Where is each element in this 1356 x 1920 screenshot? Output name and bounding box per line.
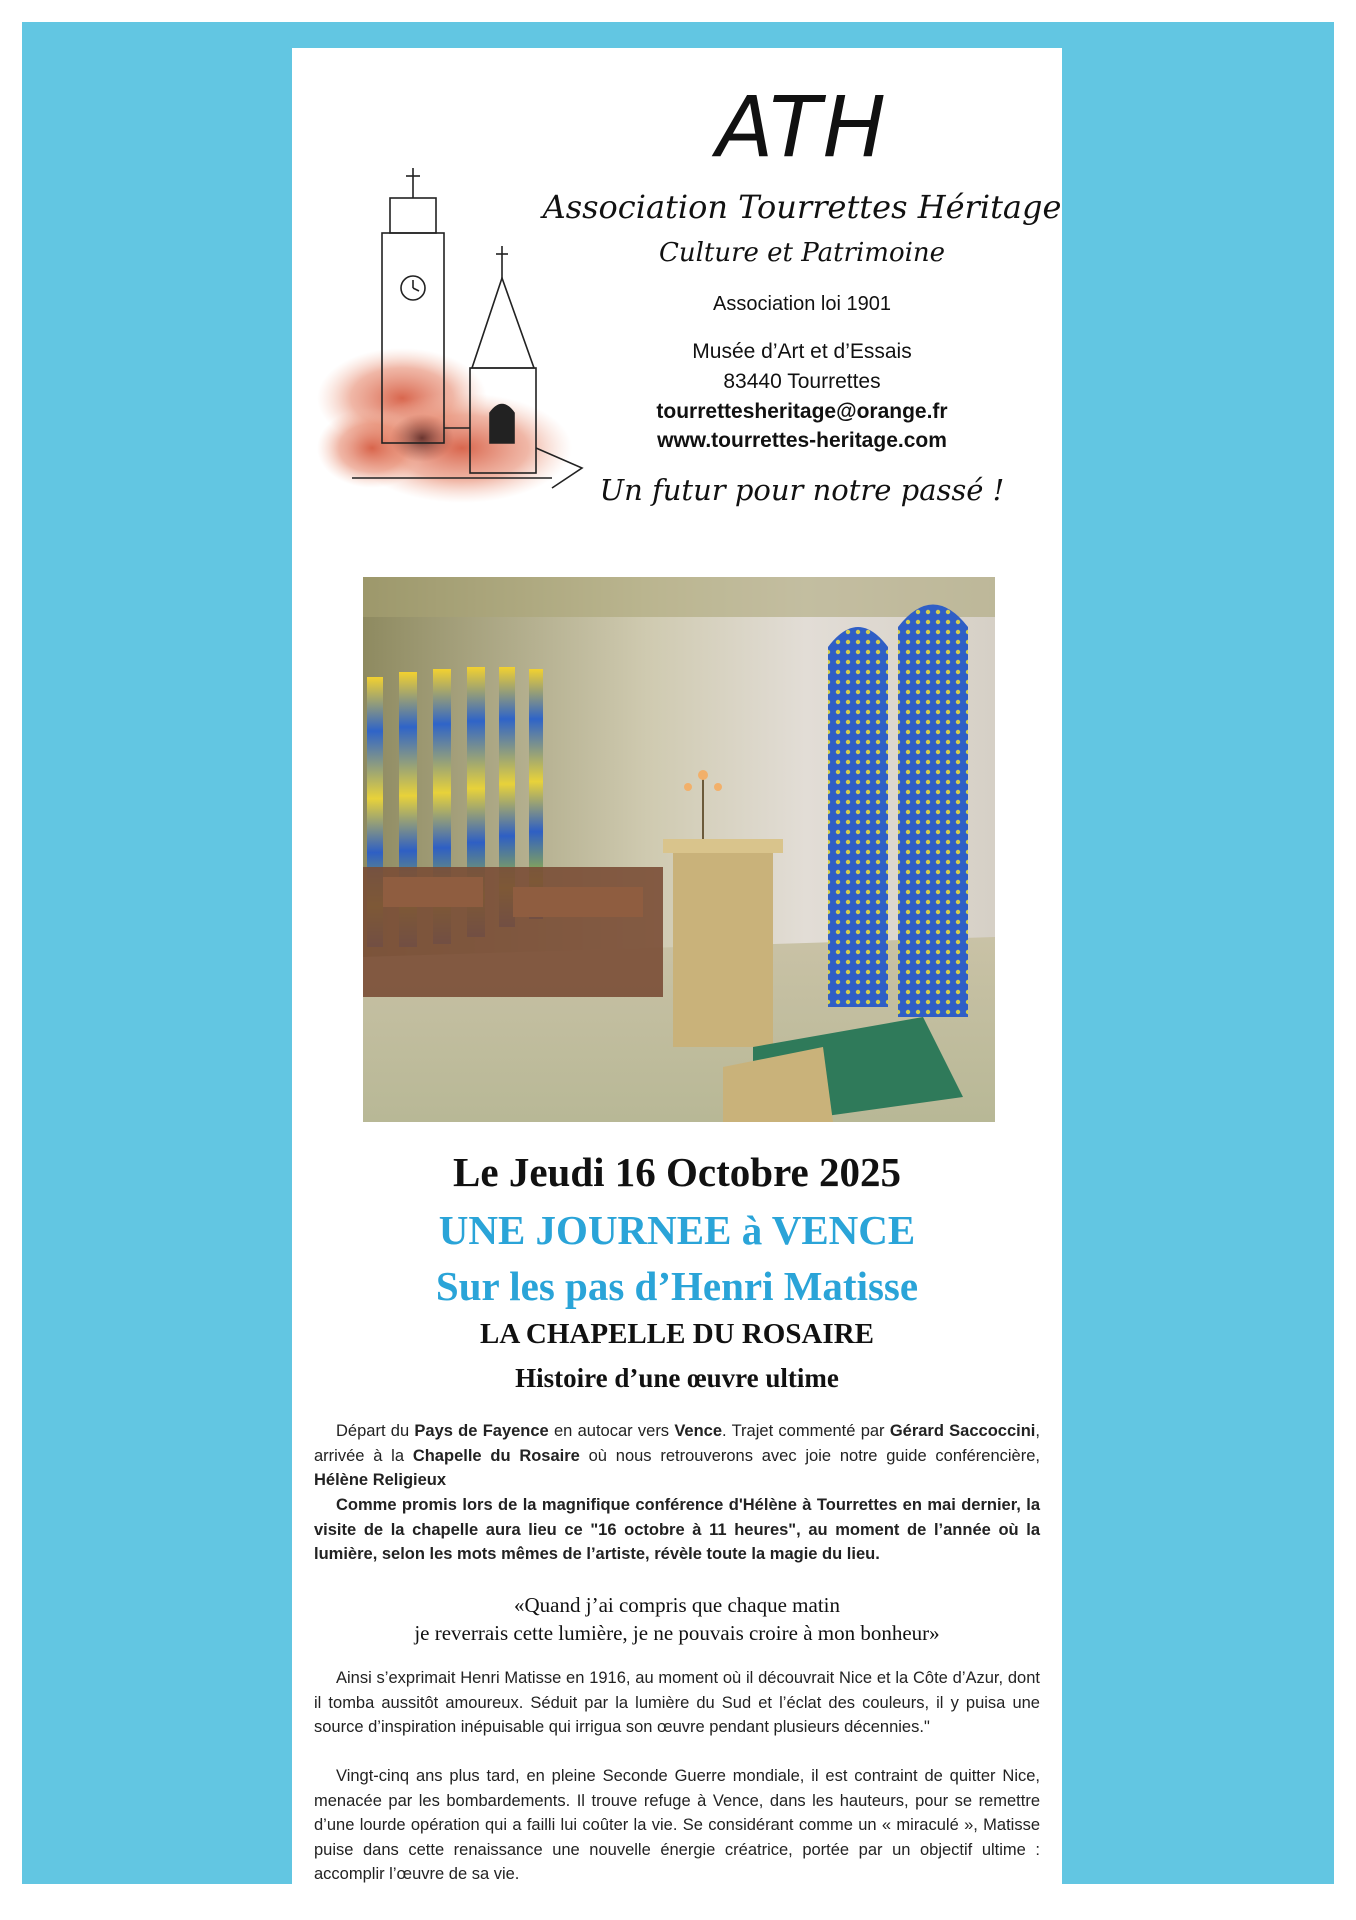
quote-line-1: «Quand j’ai compris que chaque matin: [514, 1593, 840, 1617]
legal-status: Association loi 1901: [713, 293, 891, 315]
acronym: ATH: [716, 78, 888, 176]
paragraph-visit: Comme promis lors de la magnifique conférence d'Hélène à Tourrettes en mai dernier, la visite de la chapelle aura lieu ce "16 octobre à 11 heures", au moment de l’année où la lumière, selon les mots mêmes de l’artiste, révèle toute la magie du lieu.: [314, 1496, 1040, 1563]
association-name: Association Tourrettes Héritage: [542, 188, 1062, 226]
quote-line-2: je reverrais cette lumière, je ne pouvais croire à mon bonheur»: [414, 1621, 940, 1645]
event-date: Le Jeudi 16 Octobre 2025: [453, 1149, 901, 1195]
address-line-1: Musée d’Art et d’Essais: [692, 340, 912, 363]
event-subtitle: Sur les pas d’Henri Matisse: [435, 1263, 919, 1309]
website-link[interactable]: www.tourrettes-heritage.com: [657, 429, 947, 452]
address-line-2: 83440 Tourrettes: [723, 370, 881, 393]
event-title: UNE JOURNEE à VENCE: [438, 1207, 916, 1253]
paragraph-matisse-nice: Ainsi s’exprimait Henri Matisse en 1916, au moment où il découvrait Nice et la Côte d’Azur, dont il tomba aussitôt amoureux. Séduit par la lumière du Sud et l’éclat des couleurs, il y puisa une source d’inspiration inépuisable qui irrigua son œuvre pendant plusieurs décennies.": [314, 1669, 1040, 1736]
paragraph-departure: Départ du Pays de Fayence en autocar vers Vence. Trajet commenté par Gérard Saccoccini, arrivée à la Chapelle du Rosaire où nous retrouverons avec joie notre guide conférencière, Hélène Religieux: [314, 1422, 1040, 1489]
chapel-interior-photo: [363, 577, 995, 1122]
slogan: Un futur pour notre passé !: [599, 473, 1005, 507]
email-link[interactable]: tourrettesheritage@orange.fr: [656, 400, 948, 423]
paragraph-matisse-vence: Vingt-cinq ans plus tard, en pleine Seconde Guerre mondiale, il est contraint de quitter Nice, menacée par les bombardements. Il trouve refuge à Vence, dans les hauteurs, pour se remettre d’une lourde opération qui a failli lui coûter la vie. Se considérant comme un « miraculé », Matisse puise dans cette renaissance une nouvelle énergie créatrice, portée par un objectif ultime : accomplir l’œuvre de sa vie.: [314, 1767, 1040, 1883]
association-subtitle: Culture et Patrimoine: [658, 238, 946, 268]
matisse-quote: [292, 1591, 1062, 1647]
event-place: LA CHAPELLE DU ROSAIRE: [480, 1318, 874, 1350]
event-tagline: Histoire d’une œuvre ultime: [515, 1363, 839, 1393]
flyer-page: [292, 48, 1062, 1884]
